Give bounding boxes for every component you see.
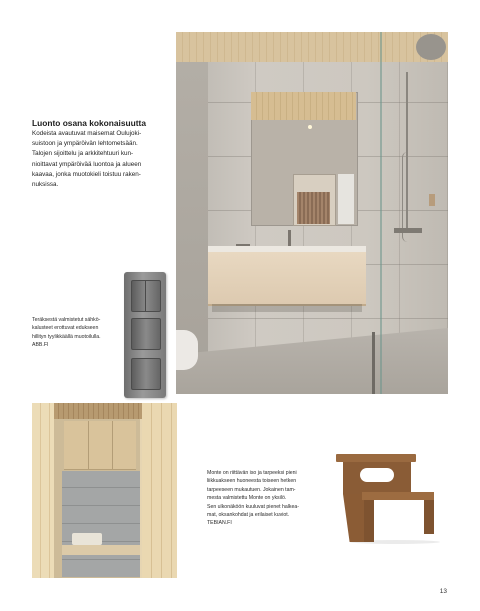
article-body-line: Talojen sijoittelu ja arkkitehtuuri kun- (32, 150, 134, 158)
bathroom-photo (176, 32, 448, 394)
page-number: 13 (439, 588, 447, 595)
abb-caption-line: kalusteet erottuvat edukseen (32, 325, 99, 332)
article-body-line: nioittavat ympäröivää luontoa ja alueen (32, 160, 142, 168)
switch-rocker-bottom (131, 358, 161, 390)
switch-rocker-split (145, 281, 146, 311)
switch-rocker-middle (131, 318, 161, 350)
rain-shower-head (416, 34, 446, 60)
abb-caption-line: Teräksestä valmistetut sähkö- (32, 317, 101, 323)
mirror-reflected-ceiling (251, 92, 356, 120)
bathroom-wood-ceiling (176, 32, 448, 62)
stool-top-step (336, 454, 416, 462)
sauna-right-wood-wall (142, 403, 177, 578)
mirror-reflected-window (338, 174, 354, 224)
stool-leg (424, 500, 434, 534)
tebian-caption-line: Monte on riittävän iso ja tarpeeksi pieni (207, 470, 297, 476)
toilet (176, 330, 198, 370)
abb-caption-line: hillityn tyylikkäällä muotoilulla. (32, 333, 101, 340)
mirror-reflected-wood-panel (297, 192, 330, 224)
stool-side-panel (343, 494, 365, 542)
stool-leg (364, 500, 374, 542)
tebian-caption-line: Sen ulkonäköön kuuluvat pienet halkea- (207, 503, 299, 510)
stool-lower-step (362, 492, 434, 500)
article-body-line: kaavaa, jonka muotokieli toistuu raken- (32, 170, 141, 178)
tebian-caption-source: TEBIAN.FI (207, 520, 232, 527)
sauna-wood-ceiling (54, 403, 142, 419)
sauna-niche-photo (32, 403, 177, 578)
cabinet-door-seam (88, 421, 89, 469)
bathroom-left-wall (176, 62, 208, 362)
tebian-caption-line: mat, oksankohdat ja erilaiset kuviot. (207, 512, 290, 519)
sauna-bench-items (72, 533, 102, 545)
article-body (32, 129, 164, 190)
article-body-line: Kodeista avautuvat maisemat Oulujoki- (32, 130, 142, 137)
article-heading: Luonto osana kokonaisuutta (32, 118, 146, 128)
sink-faucet (288, 230, 291, 246)
article-body-line: suistoon ja ympäröivän lehtometsään. (32, 140, 138, 148)
sauna-grey-tiles (62, 471, 140, 577)
abb-caption-source: ABB.FI (32, 342, 49, 349)
sauna-left-wood-wall (32, 403, 54, 578)
shower-bottle (429, 194, 435, 206)
cabinet-door-seam (112, 421, 113, 469)
shower-mixer (394, 228, 422, 233)
wooden-vanity (208, 252, 366, 306)
sauna-bench (62, 545, 140, 555)
tebian-caption-line: liikkuakseen huoneesta toiseen hetken (207, 478, 297, 485)
mirror-reflected-light (308, 125, 312, 129)
abb-light-switch-image (124, 272, 166, 398)
tebian-caption-line: mesta valmistettu Monte on yksilö. (207, 495, 287, 502)
floor-drain (372, 332, 375, 394)
stool-handle-hole (360, 468, 394, 482)
tebian-caption-line: tarpeeseen mukautuen. Jokainen tam- (207, 486, 296, 493)
glass-shower-screen (380, 32, 382, 394)
article-body-line: nuksissa. (32, 181, 59, 189)
abb-caption (32, 316, 112, 350)
tebian-caption (207, 469, 317, 528)
vanity-shadow (212, 304, 362, 312)
sauna-wood-cabinets (64, 421, 136, 470)
switch-rocker-top (131, 280, 161, 312)
